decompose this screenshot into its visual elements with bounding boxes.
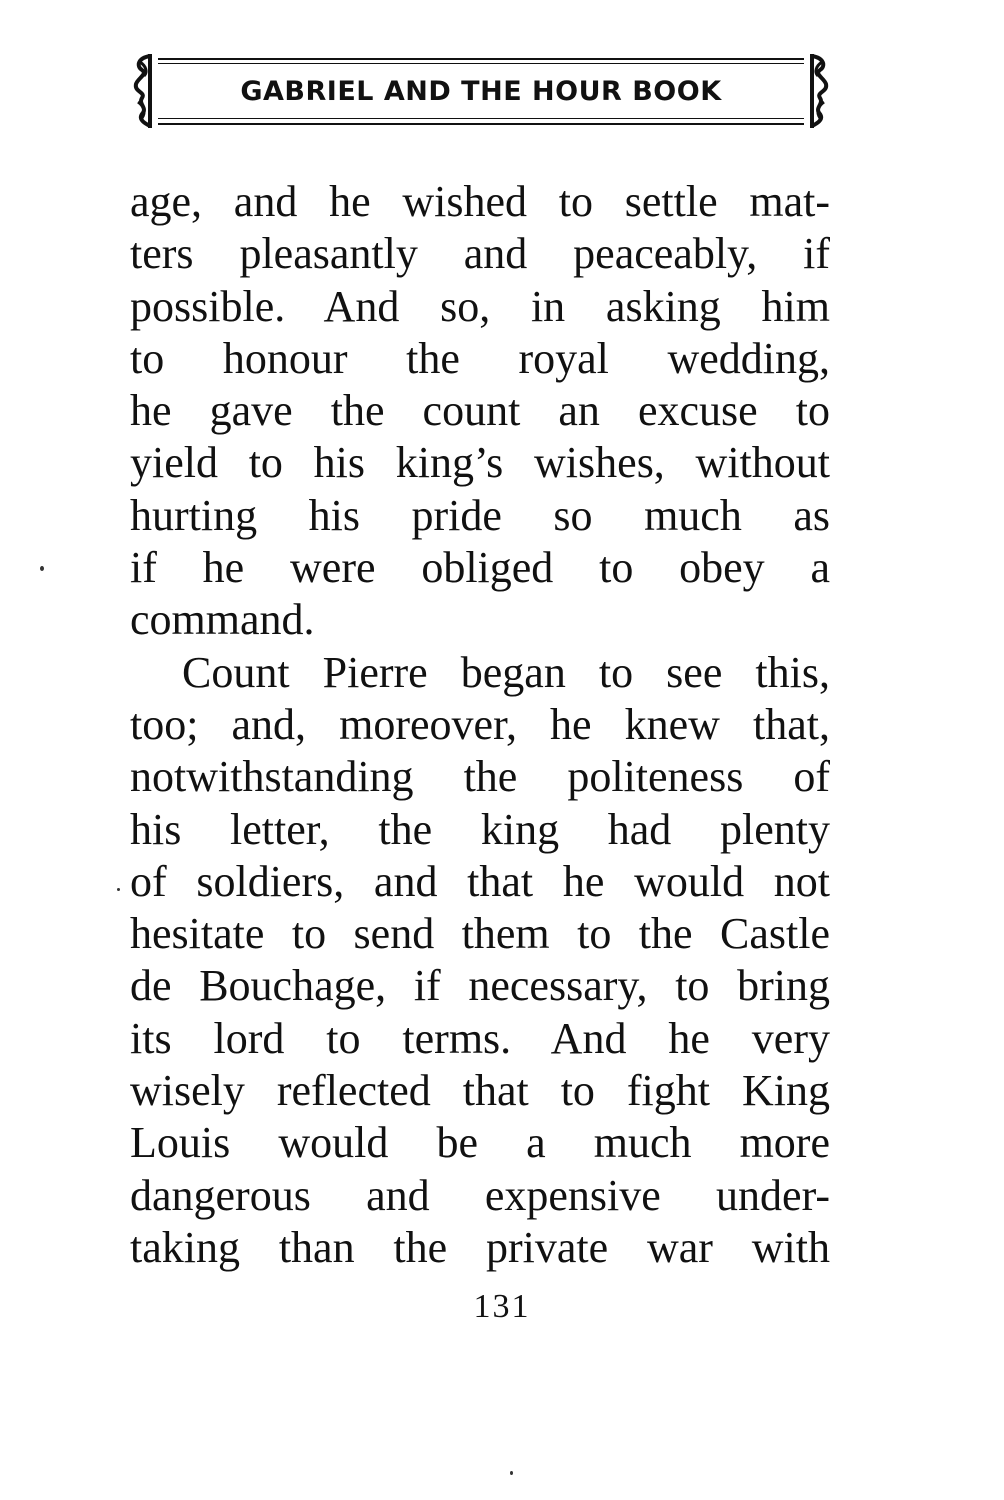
scan-speck <box>510 1471 513 1475</box>
text-line: Louis would be a much more <box>130 1118 830 1168</box>
text-line: of soldiers, and that he would not <box>130 856 830 906</box>
text-line: his letter, the king had plenty <box>130 804 830 854</box>
text-line: Count Pierre began to see this, <box>182 647 830 697</box>
right-ornament-icon <box>804 52 834 130</box>
text-line: if he were obliged to obey a <box>130 543 830 593</box>
body-text <box>130 176 830 1274</box>
text-line: ters pleasantly and peaceably, if <box>130 229 830 279</box>
text-line: too; and, moreover, he knew that, <box>130 699 830 749</box>
header-rule <box>158 63 804 64</box>
text-line: taking than the private war with <box>130 1222 830 1272</box>
text-line: hurting his pride so much as <box>130 490 830 540</box>
text-line: age, and he wished to settle mat- <box>130 177 830 226</box>
text-line: its lord to terms. And he very <box>130 1013 830 1063</box>
text-line: hesitate to send them to the Castle <box>130 909 830 959</box>
text-line: command. <box>130 595 315 645</box>
text-line: possible. And so, in asking him <box>130 281 830 331</box>
running-header-title: GABRIEL AND THE HOUR BOOK <box>240 76 722 107</box>
running-header <box>128 52 834 130</box>
left-ornament-icon <box>128 52 158 130</box>
text-line: he gave the count an excuse to <box>130 386 830 436</box>
text-line: notwithstanding the politeness of <box>130 752 830 802</box>
text-line: de Bouchage, if necessary, to bring <box>130 961 830 1011</box>
text-line: to honour the royal wedding, <box>130 333 830 383</box>
text-line: yield to his king’s wishes, without <box>130 438 830 488</box>
header-rule <box>158 123 804 125</box>
scan-speck <box>40 566 44 571</box>
text-line: dangerous and expensive under- <box>130 1170 830 1220</box>
header-rule <box>158 118 804 119</box>
text-line: wisely reflected that to fight King <box>130 1066 830 1116</box>
page-number: 131 <box>473 1288 531 1325</box>
scan-speck <box>117 888 120 891</box>
header-rule <box>158 58 804 60</box>
